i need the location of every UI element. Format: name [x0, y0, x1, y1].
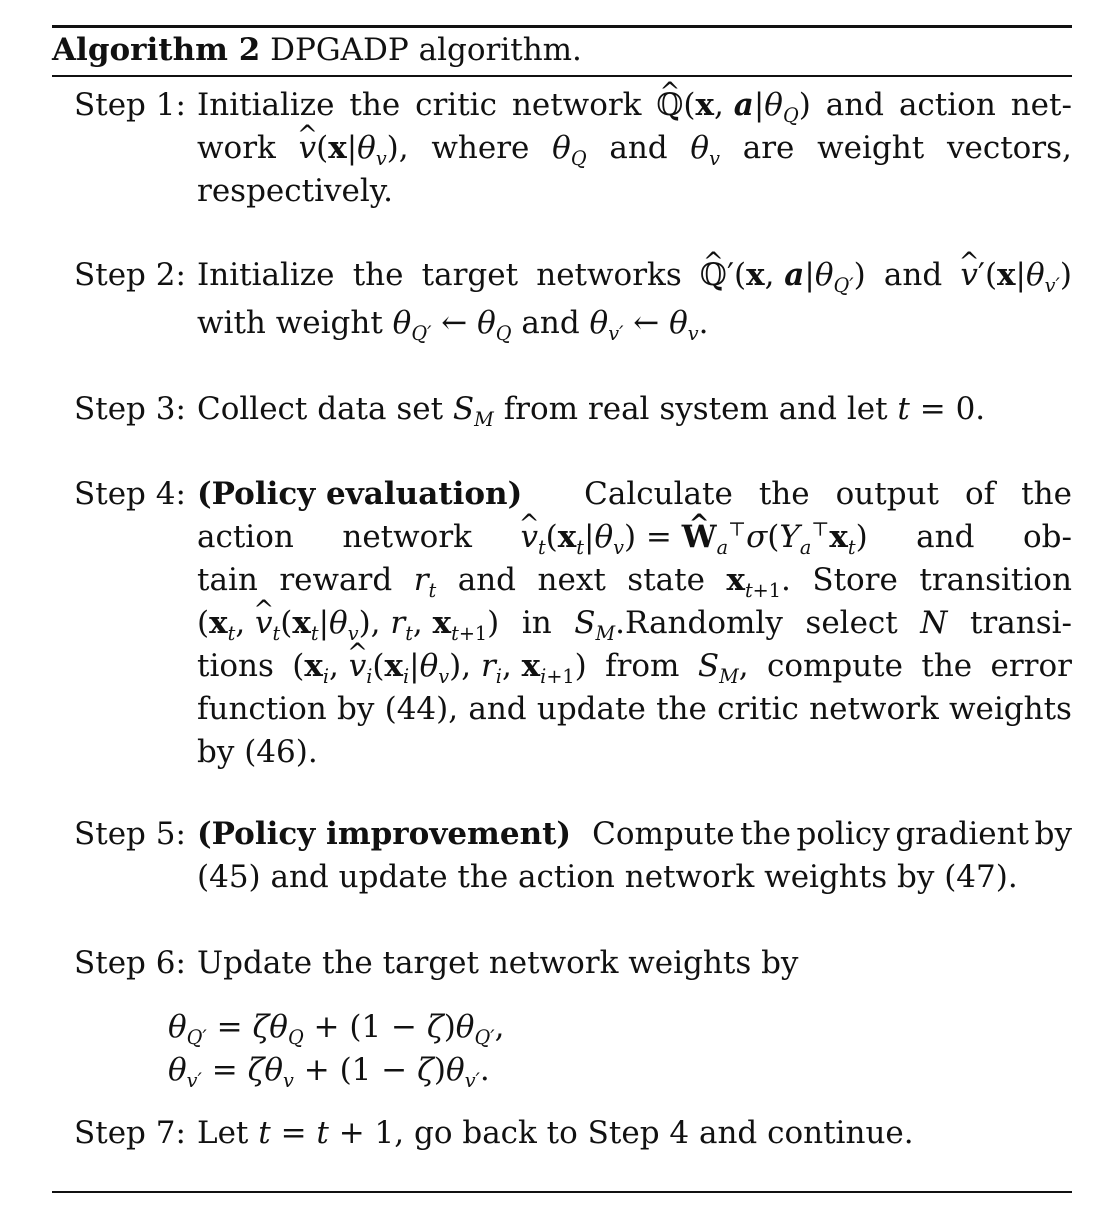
algorithm-number: Algorithm 2: [52, 32, 261, 68]
step-label: Step 7:: [74, 1115, 186, 1151]
policy-evaluation-heading: (Policy evaluation): [197, 476, 523, 512]
bottom-rule: [52, 1191, 1072, 1193]
step-line: (Policy evaluation) Calculate the output of the: [197, 473, 1072, 516]
step-label: Step 3:: [74, 391, 186, 427]
step-label: Step 5:: [74, 816, 186, 852]
step-line: Collect data set $S_M$ from real system and let t = 0.: [197, 391, 986, 432]
step-line: ($x_t$, ^ $v_t(x_t|\theta_v)$, $r_t$, $x_{t+1}$) in $S_M.Randomly$ select N transi-: [197, 602, 1072, 645]
step-line: Update the target network weights by: [197, 945, 799, 981]
step-body: [197, 84, 1072, 213]
step-line: by (46).: [197, 734, 318, 770]
step-body: [197, 473, 1072, 774]
step-line: Initialize the critic network ^ ℚ(x, $a|\theta_Q$) and action net-: [197, 84, 1072, 127]
step-line: work ^ $v(x|\theta_v)$, where $\theta_Q$ and $\theta_v$ are weight vectors,: [197, 127, 1072, 170]
step-body: [197, 942, 1072, 985]
step-label: Step 1:: [74, 87, 186, 123]
step-line: with weight $\theta_{Q'}$ ← $\theta_Q$ and $\theta_{v'}$ ← $\theta_v$.: [197, 305, 709, 346]
step-line: function by (44), and update the critic network weights: [197, 691, 1072, 727]
step-line: Initialize the target networks ^ ℚ′(x, $a|\theta_{Q'}$) and ^ $v'(x|\theta_{v'})$: [197, 254, 1072, 302]
step-body: [197, 254, 1072, 345]
step-label: Step 2:: [74, 257, 186, 293]
policy-improvement-heading: (Policy improvement): [197, 816, 572, 852]
step-body: [197, 1112, 1072, 1155]
equation-theta-v: $\theta_{v'} = \zeta\theta_v + (1 - \zeta)\theta_{v'}$.: [168, 1052, 490, 1093]
step-line: action network ^ $v_t(x_t|\theta_v)$ = ^ $W_a^⊤\sigma(Y_a^⊤x_t)$ and ob-: [197, 516, 1072, 559]
step-line: Let t = t + 1, go back to Step 4 and continue.: [197, 1115, 914, 1151]
step-label: Step 4:: [74, 476, 186, 512]
step-body: [197, 388, 1072, 431]
step-body: [197, 813, 1072, 899]
step-line: (Policy improvement) Compute the policy gradient by: [197, 813, 1072, 856]
step-line: tain reward $r_t$ and next state $x_{t+1}$. Store transition: [197, 562, 1072, 603]
top-rule: [52, 25, 1072, 28]
header-rule: [52, 75, 1072, 77]
step-label: Step 6:: [74, 945, 186, 981]
algorithm-title: DPGADP algorithm.: [270, 32, 582, 68]
step-line: (45) and update the action network weights by (47).: [197, 859, 1018, 895]
algorithm-caption: [52, 30, 582, 70]
equation-theta-q: $\theta_{Q'} = \zeta\theta_Q + (1 - \zeta)\theta_{Q'}$,: [168, 1009, 505, 1050]
step-line: tions ($x_i$, ^ $v_i(x_i|\theta_v)$, $r_i$, $x_{i+1}$) from $S_M$, compute the error: [197, 645, 1072, 688]
step-line: respectively.: [197, 173, 394, 209]
